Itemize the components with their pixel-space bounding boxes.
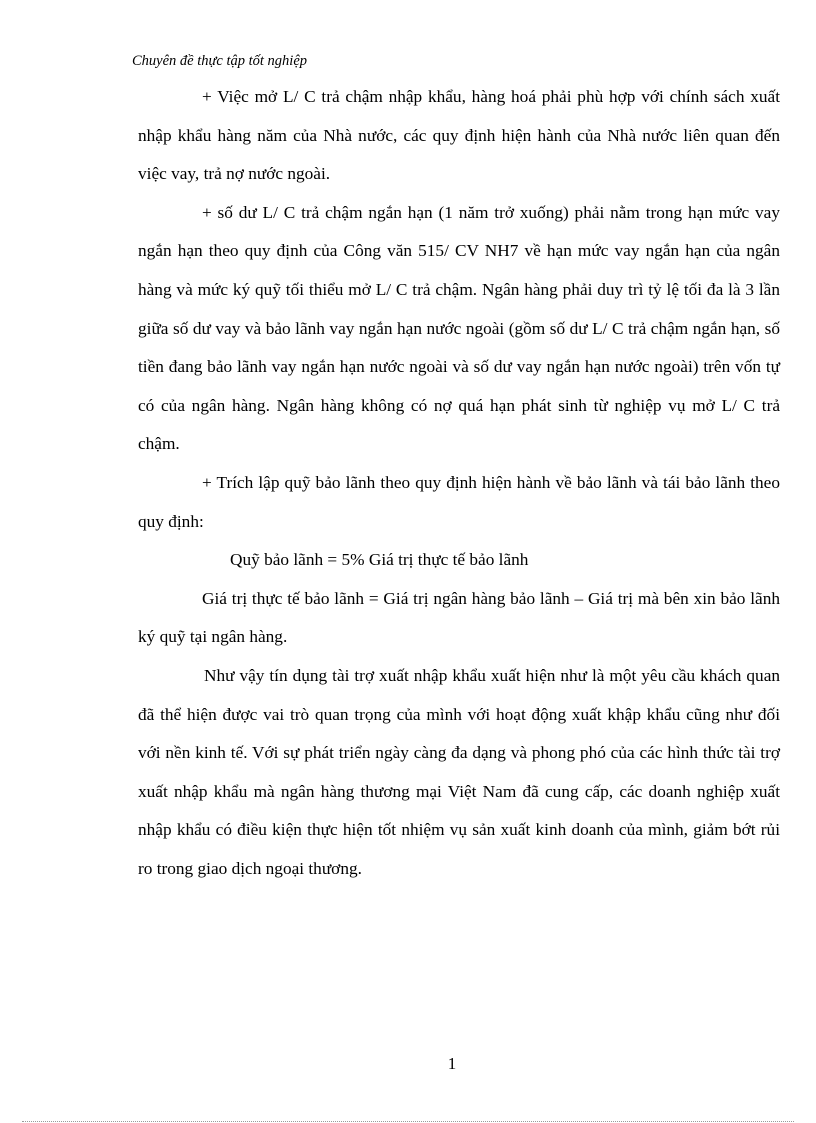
running-header: Chuyên đề thực tập tốt nghiệp xyxy=(132,53,308,69)
paragraph-guarantee-fund: + Trích lập quỹ bảo lãnh theo quy định hiện hành về bảo lãnh và tái bảo lãnh theo quy định: xyxy=(138,472,780,531)
paragraph-lc-import: + Việc mở L/ C trả chậm nhập khẩu, hàng hoá phải phù hợp với chính sách xuất nhập khẩu hàng năm của Nhà nước, các quy định hiện hành của Nhà nước liên quan đến việc vay, trả nợ nước ngoài. xyxy=(138,87,780,184)
footer-divider xyxy=(22,1121,794,1122)
paragraph-short-term-balance: + số dư L/ C trả chậm ngắn hạn (1 năm trở xuống) phải nằm trong hạn mức vay ngắn hạn theo quy định của Công văn 515/ CV NH7 về hạn mức vay ngắn hạn của ngân hàng và mức ký quỹ tối thiểu mở L/ C trả chậm. Ngân hàng phải duy trì tỷ lệ tối đa là 3 lần giữa số dư vay và bảo lãnh vay ngắn hạn nước ngoài (gồm số dư L/ C trả chậm ngắn hạn, số tiền đang bảo lãnh vay ngắn hạn nước ngoài và số dư vay ngắn hạn nước ngoài) trên vốn tự có của ngân hàng. Ngân hàng không có nợ quá hạn phát sinh từ nghiệp vụ mở L/ C trả chậm. xyxy=(138,202,780,454)
paragraph-conclusion: Như vậy tín dụng tài trợ xuất nhập khẩu xuất hiện như là một yêu cầu khách quan đã thể hiện được vai trò quan trọng của mình với hoạt động xuất khập khẩu cũng như đối với nền kinh tế. Với sự phát triển ngày càng đa dạng và phong phó của các hình thức tài trợ xuất nhập khẩu mà ngân hàng thương mại Việt Nam đã cung cấp, các doanh nghiệp xuất nhập khẩu có điều kiện thực hiện tốt nhiệm vụ sản xuất kinh doanh của mình, giảm bớt rủi ro trong giao dịch ngoại thương. xyxy=(138,665,780,878)
page-number: 1 xyxy=(447,1054,457,1073)
body-text xyxy=(138,78,780,888)
formula-actual-guarantee-value: Giá trị thực tế bảo lãnh = Giá trị ngân hàng bảo lãnh – Giá trị mà bên xin bảo lãnh ký quỹ tại ngân hàng. xyxy=(138,588,780,647)
formula-guarantee-fund: Quỹ bảo lãnh = 5% Giá trị thực tế bảo lãnh xyxy=(230,550,529,570)
